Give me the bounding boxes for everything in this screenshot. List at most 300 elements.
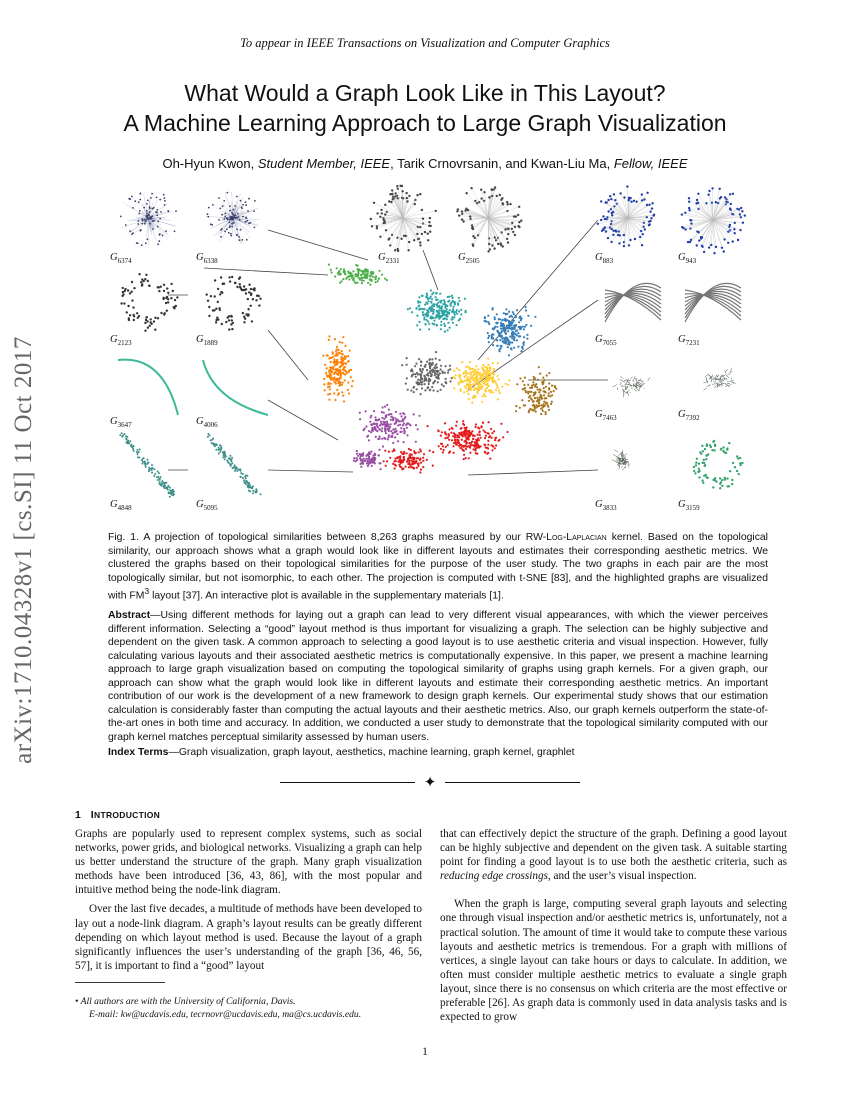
- scatter-point: [555, 388, 557, 390]
- scatter-point: [462, 431, 464, 433]
- thumb-edge: [627, 380, 631, 386]
- thumb-node: [151, 464, 153, 466]
- thumb-node: [119, 434, 121, 436]
- thumb-node: [216, 317, 218, 319]
- thumb-node: [149, 211, 151, 213]
- scatter-point: [491, 336, 493, 338]
- scatter-point: [466, 426, 468, 428]
- scatter-point: [459, 318, 461, 320]
- thumb-node: [249, 484, 251, 486]
- scatter-point: [458, 381, 460, 383]
- scatter-point: [456, 367, 458, 369]
- thumb-edge: [488, 204, 508, 218]
- scatter-point: [473, 395, 475, 397]
- scatter-point: [388, 409, 390, 411]
- thumb-node: [219, 208, 221, 210]
- thumb-node: [235, 217, 237, 219]
- thumb-node: [721, 479, 723, 481]
- thumb-node: [738, 473, 740, 475]
- thumb-node: [246, 217, 248, 219]
- scatter-point: [422, 457, 424, 459]
- thumb-node: [231, 319, 233, 321]
- thumb-node: [616, 203, 618, 205]
- thumb-node: [698, 463, 700, 465]
- scatter-point: [390, 423, 392, 425]
- thumb-node: [137, 242, 139, 244]
- scatter-point: [439, 307, 441, 309]
- thumb-node: [693, 470, 695, 472]
- scatter-point: [506, 431, 508, 433]
- thumb-node: [613, 193, 615, 195]
- scatter-point: [367, 453, 369, 455]
- scatter-point: [514, 325, 516, 327]
- scatter-point: [436, 299, 438, 301]
- scatter-point: [472, 438, 474, 440]
- scatter-point: [496, 345, 498, 347]
- thumb-node: [408, 241, 410, 243]
- thumb-node: [401, 197, 403, 199]
- thumb-node: [715, 201, 717, 203]
- thumb-node: [714, 444, 716, 446]
- scatter-point: [361, 282, 363, 284]
- scatter-point: [409, 307, 411, 309]
- thumb-node: [715, 246, 717, 248]
- thumb-node: [159, 481, 161, 483]
- label-g6374: $G_{6374}$: [110, 252, 132, 265]
- thumb-node: [156, 214, 158, 216]
- scatter-point: [386, 460, 388, 462]
- scatter-point: [527, 315, 529, 317]
- thumb-node: [520, 220, 522, 222]
- scatter-point: [533, 376, 535, 378]
- scatter-point: [436, 324, 438, 326]
- scatter-point: [432, 313, 434, 315]
- thumb-node: [504, 228, 506, 230]
- thumb-node: [207, 300, 209, 302]
- scatter-point: [516, 309, 518, 311]
- scatter-point: [375, 419, 377, 421]
- scatter-point: [487, 447, 489, 449]
- scatter-point: [383, 418, 385, 420]
- thumb-edge: [628, 218, 645, 230]
- thumb-node: [246, 220, 248, 222]
- scatter-point: [333, 361, 335, 363]
- thumb-node: [518, 221, 520, 223]
- scatter-point: [403, 432, 405, 434]
- thumb-node: [413, 239, 415, 241]
- scatter-point: [347, 389, 349, 391]
- scatter-point: [466, 442, 468, 444]
- thumb-node: [706, 445, 708, 447]
- scatter-point: [539, 394, 541, 396]
- scatter-point: [417, 465, 419, 467]
- thumb-node: [254, 200, 256, 202]
- scatter-point: [339, 369, 341, 371]
- scatter-point: [515, 405, 517, 407]
- scatter-point: [433, 381, 435, 383]
- thumb-node: [243, 321, 245, 323]
- thumb-node: [129, 292, 131, 294]
- thumb-node: [604, 218, 606, 220]
- scatter-point: [377, 280, 379, 282]
- scatter-point: [406, 434, 408, 436]
- scatter-point: [465, 375, 467, 377]
- scatter-point: [416, 467, 418, 469]
- scatter-point: [525, 324, 527, 326]
- scatter-point: [435, 370, 437, 372]
- thumb-node: [606, 201, 608, 203]
- scatter-point: [410, 466, 412, 468]
- thumb-node: [461, 218, 463, 220]
- scatter-point: [431, 298, 433, 300]
- scatter-point: [394, 431, 396, 433]
- scatter-point: [469, 367, 471, 369]
- scatter-point: [370, 279, 372, 281]
- scatter-point: [494, 437, 496, 439]
- scatter-point: [355, 264, 357, 266]
- thumb-node: [165, 482, 167, 484]
- scatter-point: [435, 296, 437, 298]
- thumb-node: [241, 207, 243, 209]
- thumb-node: [162, 298, 164, 300]
- scatter-point: [491, 432, 493, 434]
- scatter-point: [441, 370, 443, 372]
- scatter-point: [423, 316, 425, 318]
- scatter-point: [378, 449, 380, 451]
- thumb-edge: [642, 385, 644, 386]
- scatter-point: [447, 301, 449, 303]
- scatter-point: [482, 376, 484, 378]
- thumb-node: [227, 461, 229, 463]
- thumb-node: [370, 218, 372, 220]
- thumb-node: [230, 465, 232, 467]
- scatter-point: [416, 324, 418, 326]
- thumb-node: [696, 202, 698, 204]
- scatter-point: [328, 335, 330, 337]
- scatter-point: [401, 364, 403, 366]
- scatter-point: [457, 304, 459, 306]
- scatter-point: [467, 436, 469, 438]
- scatter-point: [444, 314, 446, 316]
- scatter-point: [467, 393, 469, 395]
- thumb-node: [384, 213, 386, 215]
- thumb-node: [726, 477, 728, 479]
- thumb-node: [721, 485, 723, 487]
- scatter-point: [343, 369, 345, 371]
- thumb-node: [397, 248, 399, 250]
- scatter-point: [336, 267, 338, 269]
- scatter-point: [351, 385, 353, 387]
- thumb-edge: [632, 387, 633, 390]
- scatter-point: [334, 399, 336, 401]
- scatter-point: [548, 382, 550, 384]
- scatter-point: [400, 415, 402, 417]
- scatter-point: [344, 362, 346, 364]
- index-terms-label: Index Terms: [108, 747, 169, 758]
- thumb-node: [739, 213, 741, 215]
- thumb-node: [153, 475, 155, 477]
- scatter-point: [510, 315, 512, 317]
- thumb-node: [731, 483, 733, 485]
- thumb-node: [130, 444, 132, 446]
- scatter-point: [501, 386, 503, 388]
- scatter-point: [482, 364, 484, 366]
- scatter-point: [445, 310, 447, 312]
- thumb-node: [497, 243, 499, 245]
- scatter-point: [435, 351, 437, 353]
- scatter-point: [498, 349, 500, 351]
- scatter-point: [384, 278, 386, 280]
- thumb-node: [218, 197, 220, 199]
- scatter-point: [450, 302, 452, 304]
- scatter-point: [344, 345, 346, 347]
- thumb-node: [602, 215, 604, 217]
- scatter-point: [406, 452, 408, 454]
- scatter-point: [433, 320, 435, 322]
- thumb-node: [731, 479, 733, 481]
- scatter-point: [420, 462, 422, 464]
- scatter-point: [330, 367, 332, 369]
- scatter-point: [344, 355, 346, 357]
- scatter-point: [432, 465, 434, 467]
- thumb-node: [150, 197, 152, 199]
- scatter-point: [551, 401, 553, 403]
- scatter-point: [338, 352, 340, 354]
- thumb-node: [170, 297, 172, 299]
- scatter-point: [394, 436, 396, 438]
- thumb-node: [164, 197, 166, 199]
- scatter-point: [352, 270, 354, 272]
- scatter-point: [329, 393, 331, 395]
- thumb-node: [245, 475, 247, 477]
- scatter-point: [472, 368, 474, 370]
- scatter-point: [449, 309, 451, 311]
- thumb-node: [688, 209, 690, 211]
- thumb-node: [145, 219, 147, 221]
- scatter-point: [420, 450, 422, 452]
- thumb-node: [250, 288, 252, 290]
- scatter-point: [467, 366, 469, 368]
- thumb-node: [229, 205, 231, 207]
- scatter-point: [474, 369, 476, 371]
- thumb-node: [720, 196, 722, 198]
- scatter-point: [500, 324, 502, 326]
- thumb-node: [491, 244, 493, 246]
- scatter-point: [363, 280, 365, 282]
- thumb-node: [705, 202, 707, 204]
- scatter-point: [419, 368, 421, 370]
- thumb-node: [228, 276, 230, 278]
- thumb-node: [238, 236, 240, 238]
- scatter-point: [353, 460, 355, 462]
- scatter-point: [389, 457, 391, 459]
- label-g7055: $G_{7055}$: [595, 334, 617, 347]
- thumb-node: [254, 227, 256, 229]
- scatter-point: [482, 422, 484, 424]
- figure-caption: [108, 531, 768, 603]
- scatter-point: [448, 452, 450, 454]
- thumb-node: [500, 242, 502, 244]
- scatter-point: [475, 448, 477, 450]
- thumb-node: [470, 187, 472, 189]
- thumb-edge: [462, 218, 488, 220]
- thumb-node: [143, 207, 145, 209]
- scatter-point: [435, 358, 437, 360]
- scatter-point: [402, 424, 404, 426]
- thumb-node: [127, 305, 129, 307]
- scatter-point: [449, 327, 451, 329]
- thumb-edge: [702, 220, 713, 246]
- thumb-node: [517, 214, 519, 216]
- scatter-point: [394, 428, 396, 430]
- scatter-point: [451, 439, 453, 441]
- scatter-point: [347, 381, 349, 383]
- scatter-point: [348, 278, 350, 280]
- thumb-node: [245, 221, 247, 223]
- scatter-point: [543, 379, 545, 381]
- scatter-point: [487, 380, 489, 382]
- scatter-point: [381, 427, 383, 429]
- scatter-point: [382, 421, 384, 423]
- scatter-point: [484, 366, 486, 368]
- thumb-node: [698, 468, 700, 470]
- scatter-point: [372, 430, 374, 432]
- thumb-node: [611, 212, 613, 214]
- thumb-node: [153, 320, 155, 322]
- scatter-point: [331, 377, 333, 379]
- scatter-point: [418, 321, 420, 323]
- scatter-point: [393, 448, 395, 450]
- section-title-initial: I: [90, 809, 95, 821]
- thumb-node: [653, 214, 655, 216]
- thumb-node: [728, 485, 730, 487]
- scatter-point: [521, 399, 523, 401]
- author-1: Oh-Hyun Kwon,: [162, 156, 258, 171]
- scatter-point: [378, 435, 380, 437]
- scatter-point: [430, 289, 432, 291]
- thumb-node: [223, 454, 225, 456]
- thumb-node: [736, 455, 738, 457]
- thumb-node: [225, 213, 227, 215]
- scatter-point: [545, 402, 547, 404]
- thumb-edge: [148, 212, 172, 219]
- scatter-point: [422, 314, 424, 316]
- thumb-node: [140, 193, 142, 195]
- scatter-point: [516, 339, 518, 341]
- scatter-point: [526, 334, 528, 336]
- scatter-point: [429, 358, 431, 360]
- scatter-point: [505, 327, 507, 329]
- scatter-point: [486, 387, 488, 389]
- figure-1: [108, 180, 768, 520]
- thumb-node: [126, 436, 128, 438]
- scatter-point: [324, 364, 326, 366]
- scatter-point: [440, 443, 442, 445]
- scatter-point: [536, 400, 538, 402]
- scatter-point: [341, 353, 343, 355]
- scatter-point: [371, 465, 373, 467]
- thumb-node: [129, 314, 131, 316]
- thumb-edge: [705, 374, 708, 377]
- scatter-point: [456, 324, 458, 326]
- thumb-node: [169, 487, 171, 489]
- thumb-edge: [642, 383, 645, 385]
- thumb-node: [507, 233, 509, 235]
- thumb-node: [630, 201, 632, 203]
- scatter-point: [366, 275, 368, 277]
- scatter-point: [428, 328, 430, 330]
- scatter-point: [494, 447, 496, 449]
- scatter-point: [426, 314, 428, 316]
- scatter-point: [354, 273, 356, 275]
- scatter-point: [386, 428, 388, 430]
- scatter-point: [463, 450, 465, 452]
- thumb-node: [732, 193, 734, 195]
- scatter-point: [513, 313, 515, 315]
- scatter-point: [476, 444, 478, 446]
- scatter-point: [350, 274, 352, 276]
- thumb-node: [600, 219, 602, 221]
- scatter-point: [463, 391, 465, 393]
- thumb-edge: [488, 203, 503, 218]
- scatter-point: [526, 338, 528, 340]
- thumb-node: [394, 192, 396, 194]
- scatter-point: [534, 408, 536, 410]
- scatter-point: [447, 312, 449, 314]
- thumb-node: [698, 239, 700, 241]
- thumb-node: [408, 195, 410, 197]
- scatter-point: [547, 404, 549, 406]
- thumb-node: [158, 290, 160, 292]
- thumb-node: [480, 189, 482, 191]
- thumb-node: [697, 193, 699, 195]
- thumb-node: [703, 251, 705, 253]
- thumb-node: [474, 200, 476, 202]
- scatter-point: [407, 463, 409, 465]
- label-g1889: $G_{1889}$: [196, 334, 218, 347]
- section-title-rest: NTRODUCTION: [94, 810, 161, 820]
- thumb-node: [145, 316, 147, 318]
- thumb-edge: [730, 368, 733, 373]
- scatter-point: [488, 335, 490, 337]
- scatter-point: [506, 325, 508, 327]
- thumb-node: [133, 287, 135, 289]
- scatter-point: [388, 451, 390, 453]
- scatter-point: [406, 377, 408, 379]
- scatter-point: [415, 363, 417, 365]
- thumb-node: [738, 208, 740, 210]
- thumb-node: [124, 290, 126, 292]
- scatter-point: [486, 368, 488, 370]
- thumb-node: [419, 193, 421, 195]
- scatter-point: [384, 450, 386, 452]
- thumb-edge: [697, 200, 713, 220]
- thumb-node: [642, 233, 644, 235]
- scatter-point: [419, 329, 421, 331]
- scatter-point: [332, 366, 334, 368]
- thumb-node: [218, 453, 220, 455]
- scatter-point: [516, 383, 518, 385]
- scatter-point: [393, 460, 395, 462]
- label-g4848: $G_{4848}$: [110, 499, 132, 512]
- scatter-point: [422, 308, 424, 310]
- scatter-point: [443, 449, 445, 451]
- thumb-node: [394, 249, 396, 251]
- scatter-point: [543, 394, 545, 396]
- scatter-point: [368, 461, 370, 463]
- thumb-node: [611, 214, 613, 216]
- scatter-point: [422, 460, 424, 462]
